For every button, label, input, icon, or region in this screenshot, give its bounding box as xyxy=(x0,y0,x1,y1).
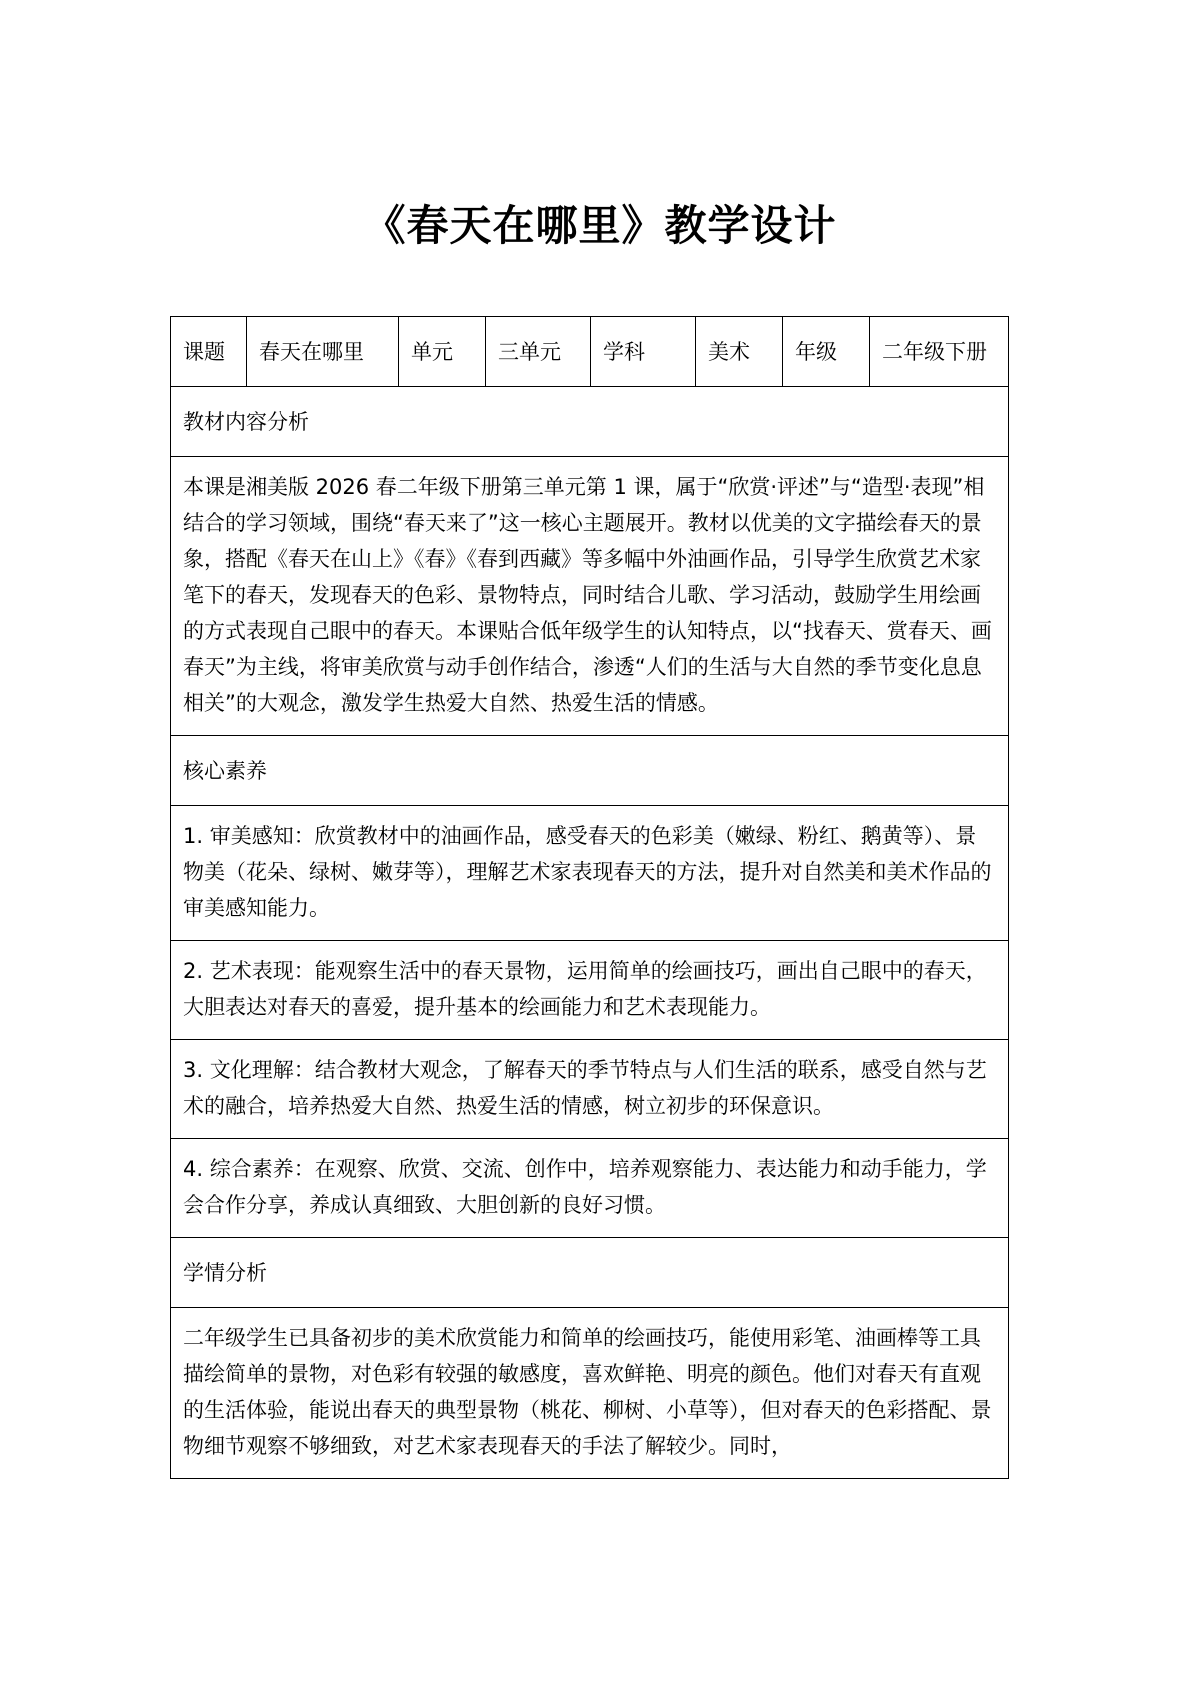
paragraph-row xyxy=(171,941,1009,1040)
paragraph-row xyxy=(171,1139,1009,1238)
unit-label: 单元 xyxy=(399,317,486,387)
grade-label: 年级 xyxy=(783,317,870,387)
learner-analysis-heading: 学情分析 xyxy=(171,1238,1009,1308)
section-heading-row xyxy=(171,1238,1009,1308)
paragraph-row xyxy=(171,1308,1009,1479)
paragraph-row xyxy=(171,1040,1009,1139)
topic-value: 春天在哪里 xyxy=(247,317,399,387)
learner-analysis-body: 二年级学生已具备初步的美术欣赏能力和简单的绘画技巧，能使用彩笔、油画棒等工具描绘简单的景物，对色彩有较强的敏感度，喜欢鲜艳、明亮的颜色。他们对春天有直观的生活体验，能说出春天的典型景物（桃花、柳树、小草等），但对春天的色彩搭配、景物细节观察不够细致，对艺术家表现春天的手法了解较少。同时， xyxy=(171,1308,1009,1479)
grade-value: 二年级下册 xyxy=(870,317,1009,387)
lesson-plan-table xyxy=(170,316,1009,1479)
core-literacy-item: 3. 文化理解：结合教材大观念，了解春天的季节特点与人们生活的联系，感受自然与艺术的融合，培养热爱大自然、热爱生活的情感，树立初步的环保意识。 xyxy=(171,1040,1009,1139)
core-literacy-item: 1. 审美感知：欣赏教材中的油画作品，感受春天的色彩美（嫩绿、粉红、鹅黄等）、景物美（花朵、绿树、嫩芽等），理解艺术家表现春天的方法，提升对自然美和美术作品的审美感知能力。 xyxy=(171,806,1009,941)
core-literacy-heading: 核心素养 xyxy=(171,736,1009,806)
section-heading-row xyxy=(171,387,1009,457)
page-title: 《春天在哪里》教学设计 xyxy=(363,201,837,250)
core-literacy-item: 4. 综合素养：在观察、欣赏、交流、创作中，培养观察能力、表达能力和动手能力，学会合作分享，养成认真细致、大胆创新的良好习惯。 xyxy=(171,1139,1009,1238)
textbook-analysis-body: 本课是湘美版 2026 春二年级下册第三单元第 1 课，属于“欣赏·评述”与“造型·表现”相结合的学习领域，围绕“春天来了”这一核心主题展开。教材以优美的文字描绘春天的景象，搭配《春天在山上》《春》《春到西藏》等多幅中外油画作品，引导学生欣赏艺术家笔下的春天，发现春天的色彩、景物特点，同时结合儿歌、学习活动，鼓励学生用绘画的方式表现自己眼中的春天。本课贴合低年级学生的认知特点，以“找春天、赏春天、画春天”为主线，将审美欣赏与动手创作结合，渗透“人们的生活与大自然的季节变化息息相关”的大观念，激发学生热爱大自然、热爱生活的情感。 xyxy=(171,457,1009,736)
info-row xyxy=(171,317,1009,387)
core-literacy-item: 2. 艺术表现：能观察生活中的春天景物，运用简单的绘画技巧，画出自己眼中的春天，大胆表达对春天的喜爱，提升基本的绘画能力和艺术表现能力。 xyxy=(171,941,1009,1040)
textbook-analysis-heading: 教材内容分析 xyxy=(171,387,1009,457)
section-heading-row xyxy=(171,736,1009,806)
subject-label: 学科 xyxy=(591,317,696,387)
paragraph-row xyxy=(171,806,1009,941)
unit-value: 三单元 xyxy=(486,317,591,387)
subject-value: 美术 xyxy=(696,317,783,387)
paragraph-row xyxy=(171,457,1009,736)
topic-label: 课题 xyxy=(171,317,247,387)
